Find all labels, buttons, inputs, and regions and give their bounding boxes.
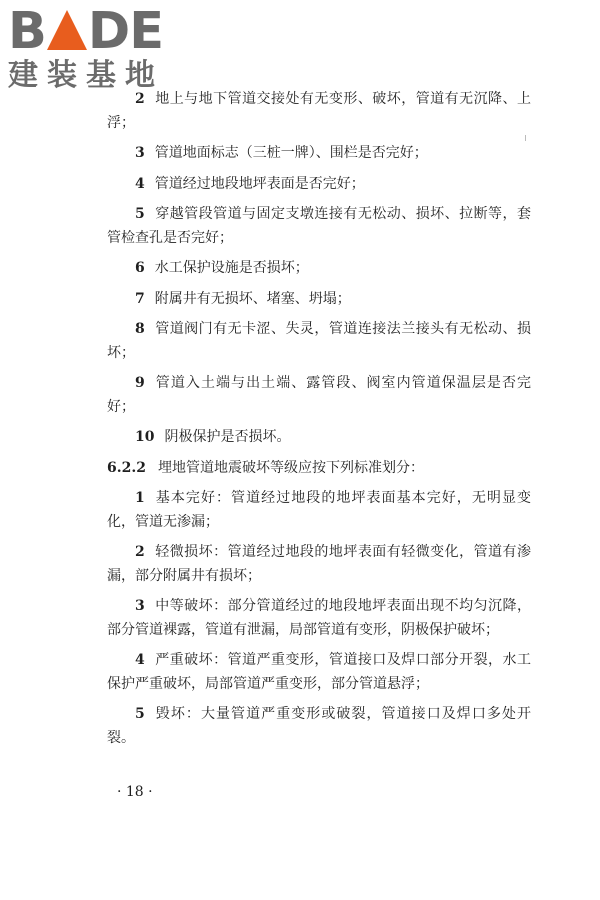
list-item	[107, 88, 531, 135]
logo-wordmark	[8, 4, 163, 60]
item-text: 穿越管段管道与固定支墩连接有无松动、损坏、拉断等，套管检查孔是否完好；	[107, 206, 531, 246]
section-text: 埋地管道地震破坏等级应按下列标准划分：	[157, 459, 424, 476]
logo-letters-b: B	[8, 2, 46, 61]
list-item	[107, 142, 531, 166]
grade-number: 1	[135, 490, 145, 506]
item-text: 管道地面标志（三桩一牌）、围栏是否完好；	[154, 145, 428, 161]
logo-triangle-icon	[47, 10, 87, 50]
list-item	[107, 203, 531, 250]
list-item	[107, 257, 531, 281]
item-number: 4	[135, 175, 145, 192]
page-number: · 18 ·	[117, 784, 153, 800]
grade-item	[107, 595, 531, 642]
item-number: 5	[135, 206, 145, 222]
grade-text: 轻微损坏：管道经过地段的地坪表面有轻微变化，管道有渗漏，部分附属井有损坏；	[107, 544, 531, 584]
document-body	[107, 88, 531, 757]
grade-text: 基本完好：管道经过地段的地坪表面基本完好，无明显变化，管道无渗漏；	[107, 490, 531, 530]
item-number: 2	[135, 91, 145, 107]
item-number: 9	[135, 375, 145, 391]
item-number: 8	[135, 321, 145, 337]
item-text: 水工保护设施是否损坏；	[154, 260, 309, 276]
grade-number: 5	[135, 706, 145, 722]
grade-text: 中等破坏：部分管道经过的地段地坪表面出现不均匀沉降，部分管道裸露，管道有泄漏，局部管道有变形，阴极保护破坏；	[107, 598, 531, 638]
logo-letters-de: DE	[87, 2, 164, 61]
grade-text: 毁坏：大量管道严重变形或破裂，管道接口及焊口多处开裂。	[107, 706, 531, 746]
grade-text: 严重破坏：管道严重变形，管道接口及焊口部分开裂，水工保护严重破坏，局部管道严重变形，部分管道悬浮；	[107, 652, 531, 692]
list-item	[107, 372, 531, 419]
logo-chinese-text: 建装基地	[8, 58, 164, 93]
bade-logo	[2, 2, 177, 94]
list-item	[107, 318, 531, 365]
grade-item	[107, 703, 531, 750]
list-item	[107, 173, 531, 197]
item-text: 管道入土端与出土端、露管段、阀室内管道保温层是否完好；	[107, 375, 531, 415]
list-item	[107, 288, 531, 312]
item-number: 6	[135, 260, 145, 276]
item-text: 管道经过地段地坪表面是否完好；	[154, 175, 365, 192]
item-number: 3	[135, 145, 145, 161]
section-clause	[107, 457, 531, 481]
grade-number: 2	[135, 544, 145, 560]
grade-item	[107, 541, 531, 588]
item-text: 阴极保护是否损坏。	[164, 429, 291, 445]
grade-number: 4	[135, 652, 145, 668]
grade-item	[107, 487, 531, 534]
item-text: 管道阀门有无卡涩、失灵，管道连接法兰接头有无松动、损坏；	[107, 321, 531, 361]
item-number: 7	[135, 290, 145, 307]
list-item	[107, 426, 531, 450]
item-text: 地上与地下管道交接处有无变形、破坏，管道有无沉降、上浮；	[107, 91, 531, 131]
grade-item	[107, 649, 531, 696]
grade-number: 3	[135, 598, 145, 614]
section-number: 6.2.2	[107, 459, 146, 476]
item-number: 10	[135, 429, 155, 445]
item-text: 附属井有无损坏、堵塞、坍塌；	[154, 290, 351, 307]
